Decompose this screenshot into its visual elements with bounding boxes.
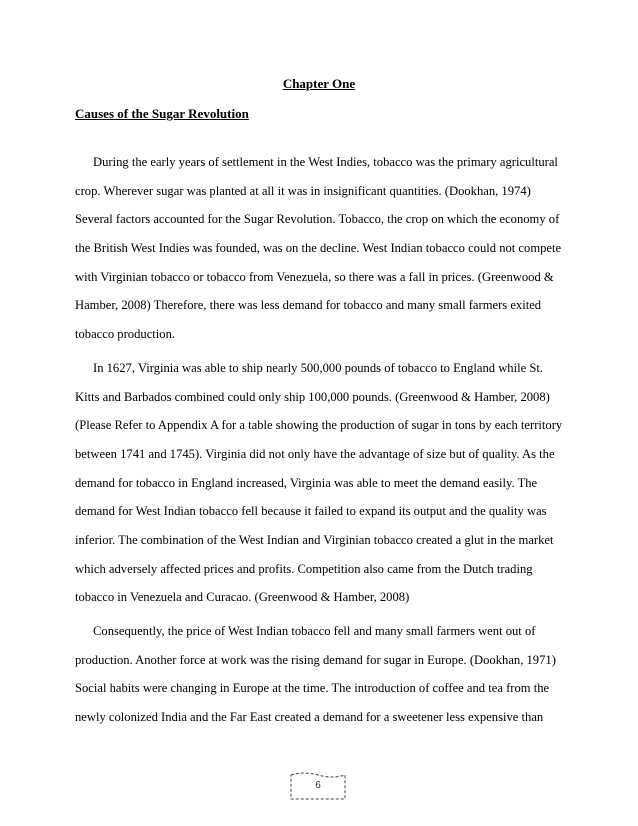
text-line: inferior. The combination of the West Indian and Virginian tobacco created a glut in the market — [75, 532, 554, 547]
text-line: Consequently, the price of West Indian tobacco fell and many small farmers went out of — [93, 624, 536, 638]
paragraph-2 — [75, 354, 575, 612]
body-text — [75, 148, 575, 737]
text-line: tobacco in Venezuela and Curacao. (Greenwood & Hamber, 2008) — [75, 590, 410, 605]
page-number: 6 — [315, 780, 321, 791]
text-line: with Virginian tobacco or tobacco from Venezuela, so there was a fall in prices. (Greenwood & — [75, 269, 554, 284]
text-line: In 1627, Virginia was able to ship nearly 500,000 pounds of tobacco to England while St. — [93, 360, 543, 375]
paragraph-1 — [75, 148, 575, 349]
text-line: Social habits were changing in Europe at the time. The introduction of coffee and tea from the — [75, 681, 550, 696]
text-line: the British West Indies was founded, was on the decline. West Indian tobacco could not compete — [75, 241, 562, 256]
text-line: production. Another force at work was the rising demand for sugar in Europe. (Dookhan, 1971) — [75, 652, 556, 667]
text-line: (Please Refer to Appendix A for a table showing the production of sugar in tons by each territory — [75, 418, 563, 433]
text-line: demand for West Indian tobacco fell because it failed to expand its output and the quality was — [75, 504, 547, 519]
text-line: Several factors accounted for the Sugar Revolution. Tobacco, the crop on which the economy of — [75, 212, 560, 227]
text-line: newly colonized India and the Far East created a demand for a sweetener less expensive than — [75, 710, 544, 725]
text-line: which adversely affected prices and profits. Competition also came from the Dutch trading — [75, 561, 533, 576]
text-line: tobacco production. — [75, 327, 176, 342]
chapter-title: Chapter One — [282, 76, 356, 91]
section-title: Causes of the Sugar Revolution — [75, 106, 249, 121]
text-line: Hamber, 2008) Therefore, there was less demand for tobacco and many small farmers exited — [75, 298, 542, 313]
text-line: demand for tobacco in England increased, Virginia was able to meet the demand easily. The — [75, 475, 538, 490]
page-number-box — [289, 771, 347, 801]
text-line: During the early years of settlement in the West Indies, tobacco was the primary agricultural — [93, 155, 558, 169]
text-line: between 1741 and 1745). Virginia did not only have the advantage of size but of quality. As the — [75, 446, 555, 461]
text-line: Kitts and Barbados combined could only ship 100,000 pounds. (Greenwood & Hamber, 2008) — [75, 389, 550, 404]
text-line: crop. Wherever sugar was planted at all it was in insignificant quantities. (Dookhan, 1974) — [75, 183, 531, 198]
paragraph-3 — [75, 617, 575, 732]
